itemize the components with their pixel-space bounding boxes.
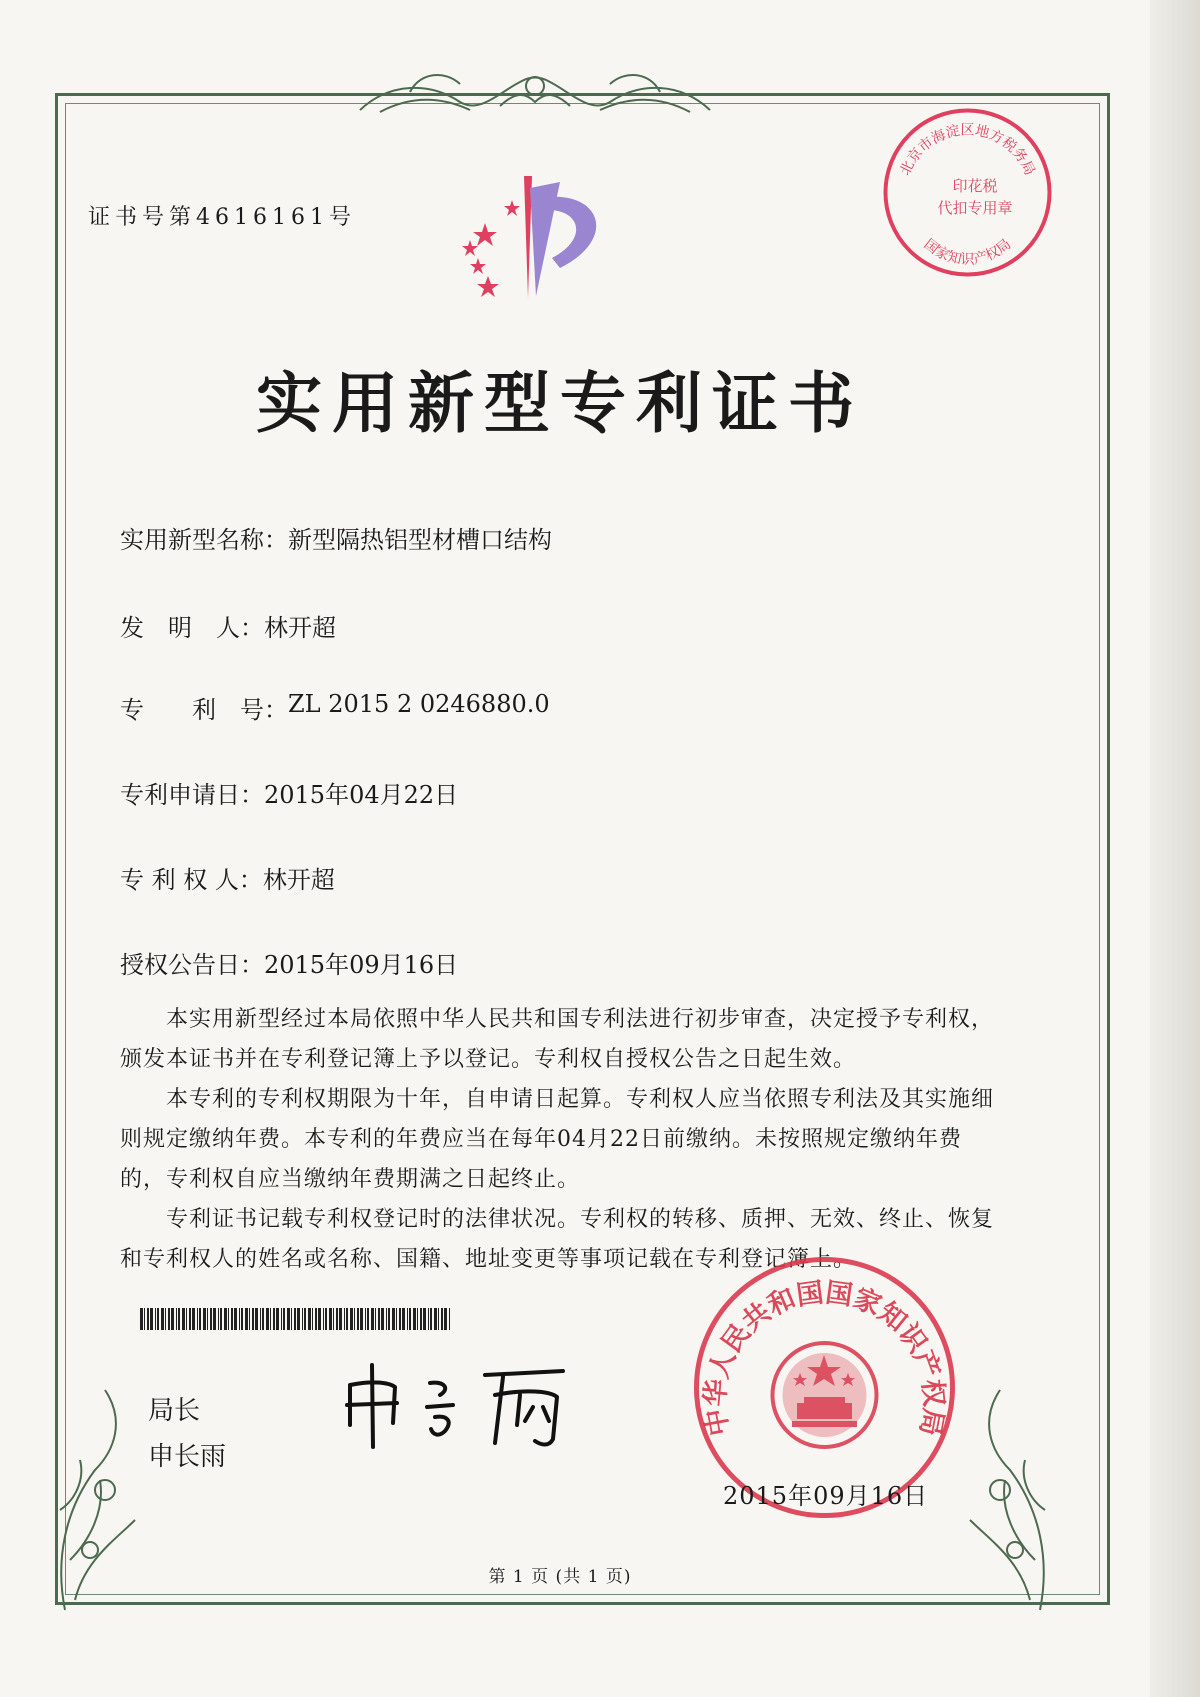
field-label: 专利申请日： (120, 781, 264, 809)
national-emblem-icon (773, 1343, 877, 1447)
field-inventor (120, 608, 336, 643)
barcode-bar (252, 1308, 254, 1330)
barcode-bar (420, 1308, 422, 1330)
barcode-bar (150, 1308, 153, 1330)
barcode-bar (220, 1308, 222, 1330)
barcode-bar (203, 1308, 206, 1330)
barcode-bar (350, 1308, 353, 1330)
signatory-name: 申长雨 (148, 1442, 227, 1472)
barcode-bar (270, 1308, 271, 1330)
barcode-bar (182, 1308, 185, 1330)
barcode-bar (388, 1308, 390, 1330)
barcode-bar (402, 1308, 405, 1330)
barcode-bar (218, 1308, 219, 1330)
barcode-bar (168, 1308, 170, 1330)
field-application-date (120, 775, 458, 810)
barcode-bar (449, 1308, 450, 1330)
tax-stamp-line-1: 印花税 (952, 177, 998, 195)
barcode-bar (140, 1308, 143, 1330)
barcode-bar (273, 1308, 275, 1330)
patent-office-logo (440, 168, 620, 308)
barcode-bar (224, 1308, 227, 1330)
barcode-bar (255, 1308, 258, 1330)
field-label: 发 明 人： (120, 614, 264, 642)
barcode-bar (266, 1308, 269, 1330)
field-grant-date (120, 945, 458, 980)
barcode-bar (283, 1308, 285, 1330)
barcode-bar (213, 1308, 216, 1330)
barcode-bar (189, 1308, 191, 1330)
barcode-bar (367, 1308, 369, 1330)
barcode-bar (357, 1308, 359, 1330)
barcode-bar (423, 1308, 426, 1330)
barcode-bar (186, 1308, 187, 1330)
barcode-bar (407, 1308, 408, 1330)
barcode-bar (438, 1308, 439, 1330)
barcode-bar (241, 1308, 243, 1330)
field-value: 林开超 (264, 614, 336, 642)
barcode-bar (428, 1308, 429, 1330)
barcode-bar (147, 1308, 149, 1330)
signatory-title: 局长 (148, 1396, 201, 1426)
barcode-bar (234, 1308, 237, 1330)
field-label: 实用新型名称： (120, 526, 288, 554)
barcode-bar (339, 1308, 342, 1330)
field-value: ZL 2015 2 0246880.0 (288, 690, 550, 718)
barcode-bar (308, 1308, 311, 1330)
barcode-bar (430, 1308, 432, 1330)
tax-stamp (880, 105, 1055, 280)
barcode-bar (157, 1308, 159, 1330)
body-paragraph-3: 专利证书记载专利权登记时的法律状况。专利权的转移、质押、无效、终止、恢复和专利权人的姓名或名称、国籍、地址变更等事项记载在专利登记簿上。 (120, 1207, 995, 1272)
barcode-bar (294, 1308, 296, 1330)
seal-text: 中华人民共和国国家知识产权局 (699, 1277, 950, 1439)
certificate-number: 证书号第4616161号 (88, 205, 356, 230)
barcode-bar (346, 1308, 348, 1330)
barcode-bar (329, 1308, 332, 1330)
barcode-bar (365, 1308, 366, 1330)
barcode-bar (444, 1308, 447, 1330)
barcode-bar (344, 1308, 345, 1330)
seal-date: 2015年09月16日 (723, 1482, 929, 1510)
field-label: 专 利 权 人： (120, 866, 263, 894)
page-edge (1150, 0, 1200, 1697)
field-patent-number (120, 690, 550, 725)
barcode-bar (161, 1308, 164, 1330)
tax-stamp-outer-text: 北京市海淀区地方税务局 (897, 122, 1038, 178)
barcode-bar (297, 1308, 300, 1330)
barcode-bar (302, 1308, 303, 1330)
barcode-bar (413, 1308, 416, 1330)
page-footer: 第 1 页 (共 1 页) (488, 1567, 632, 1587)
barcode-bar (396, 1308, 397, 1330)
barcode-bar (434, 1308, 437, 1330)
field-value: 新型隔热铝型材槽口结构 (288, 526, 552, 554)
barcode-bar (197, 1308, 198, 1330)
barcode-bar (165, 1308, 166, 1330)
body-paragraph-2: 本专利的专利权期限为十年，自申请日起算。专利权人应当依照专利法及其实施细则规定缴纳年费。本专利的年费应当在每年04月22日前缴纳。未按照规定缴纳年费的，专利权自应当缴纳年费期满之日起终止。 (120, 1087, 995, 1192)
svg-text:国家知识产权局 (921, 236, 1015, 267)
barcode-bar (315, 1308, 317, 1330)
barcode-bar (386, 1308, 387, 1330)
tax-stamp-bottom-text: 国家知识产权局 (920, 236, 1015, 268)
barcode-bar (312, 1308, 313, 1330)
barcode-bar (318, 1308, 321, 1330)
body-paragraph-1: 本实用新型经过本局依照中华人民共和国专利法进行初步审查，决定授予专利权，颁发本证书并在专利登记簿上予以登记。专利权自授权公告之日起生效。 (120, 1007, 995, 1072)
barcode-bar (333, 1308, 334, 1330)
tax-stamp-line-2: 代扣专用章 (937, 199, 1013, 217)
barcode-bar (354, 1308, 355, 1330)
barcode-bar (441, 1308, 443, 1330)
barcode-bar (417, 1308, 418, 1330)
svg-text:北京市海淀区地方税务局 (897, 122, 1037, 178)
top-ornament (350, 62, 720, 124)
barcode-bar (178, 1308, 180, 1330)
field-value: 2015年09月16日 (264, 951, 459, 979)
barcode-bar (281, 1308, 282, 1330)
barcode-bar (155, 1308, 156, 1330)
barcode-bar (199, 1308, 201, 1330)
field-value: 2015年04月22日 (264, 781, 459, 809)
field-patentee (120, 860, 335, 895)
field-label: 授权公告日： (120, 951, 264, 979)
barcode-bar (262, 1308, 264, 1330)
barcode-bar (371, 1308, 374, 1330)
certificate-title: 实用新型专利证书 (256, 365, 864, 442)
barcode-bar (287, 1308, 290, 1330)
barcode-bar (207, 1308, 208, 1330)
barcode-bar (336, 1308, 338, 1330)
field-utility-model-name (120, 520, 552, 555)
barcode-bar (378, 1308, 380, 1330)
barcode-bar (409, 1308, 411, 1330)
field-label: 专 利 号： (120, 696, 288, 724)
barcode-bar (249, 1308, 250, 1330)
barcode-bar (399, 1308, 401, 1330)
barcode-bar (375, 1308, 376, 1330)
barcode (140, 1308, 452, 1330)
barcode-bar (231, 1308, 233, 1330)
barcode-bar (381, 1308, 384, 1330)
barcode-bar (360, 1308, 363, 1330)
barcode-bar (228, 1308, 229, 1330)
barcode-bar (245, 1308, 248, 1330)
handwritten-signature (335, 1355, 595, 1455)
barcode-bar (192, 1308, 195, 1330)
barcode-bar (210, 1308, 212, 1330)
barcode-bar (323, 1308, 324, 1330)
barcode-bar (260, 1308, 261, 1330)
field-value: 林开超 (262, 866, 335, 894)
barcode-bar (144, 1308, 145, 1330)
barcode-bar (325, 1308, 327, 1330)
barcode-bar (239, 1308, 240, 1330)
barcode-bar (176, 1308, 177, 1330)
barcode-bar (304, 1308, 306, 1330)
barcode-bar (276, 1308, 279, 1330)
barcode-bar (171, 1308, 174, 1330)
barcode-bar (392, 1308, 395, 1330)
barcode-bar (291, 1308, 292, 1330)
